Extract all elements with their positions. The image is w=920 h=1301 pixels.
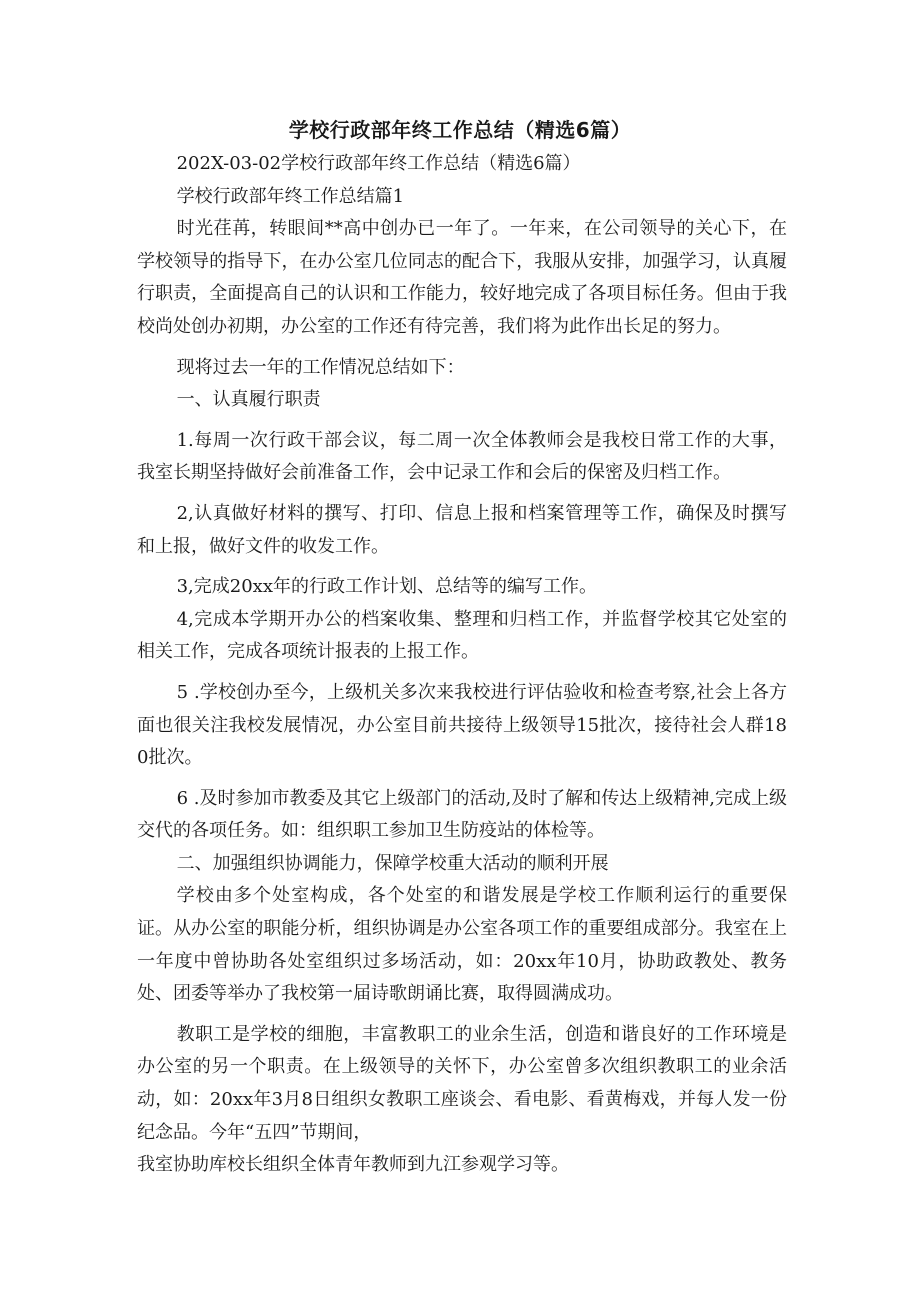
paragraph: 我室协助库校长组织全体青年教师到九江参观学习等。 <box>137 1154 569 1176</box>
list-item: 2,认真做好材料的撰写、打印、信息上报和档案管理等工作，确保及时撰写和上报，做好文件的收发工作。 <box>137 502 787 557</box>
subsection-heading: 二、加强组织协调能力，保障学校重大活动的顺利开展 <box>176 852 609 874</box>
list-item: 4,完成本学期开办公的档案收集、整理和归档工作，并监督学校其它处室的相关工作，完成各项统计报表的上报工作。 <box>137 608 787 663</box>
paragraph: 教职工是学校的细胞，丰富教职工的业余生活，创造和谐良好的工作环境是办公室的另一个职责。在上级领导的关怀下，办公室曾多次组织教职工的业余活动，如：20xx年3月8日组织女教职工座谈会、看电影、看黄梅戏，并每人发一份纪念品。今年“五四”节期间， <box>137 1023 787 1143</box>
list-item: 6 .及时参加市教委及其它上级部门的活动,及时了解和传达上级精神,完成上级交代的各项任务。如：组织职工参加卫生防疫站的体检等。 <box>137 787 787 842</box>
paragraph: 时光荏苒，转眼间**高中创办已一年了。一年来，在公司领导的关心下，在学校领导的指导下，在办公室几位同志的配合下，我服从安排，加强学习，认真履行职责，全面提高自己的认识和工作能力，较好地完成了各项目标任务。但由于我校尚处创办初期，办公室的工作还有待完善，我们将为此作出长足的努力。 <box>137 218 787 337</box>
list-item: 1.每周一次行政干部会议，每二周一次全体教师会是我校日常工作的大事，我室长期坚持做好会前准备工作，会中记录工作和会后的保密及归档工作。 <box>137 429 787 484</box>
document-title: 学校行政部年终工作总结（精选6篇） <box>288 118 632 142</box>
section-heading: 学校行政部年终工作总结篇1 <box>176 185 405 207</box>
list-item: 5 .学校创办至今，上级机关多次来我校进行评估验收和检查考察,社会上各方面也很关注我校发展情况，办公室目前共接待上级领导15批次，接待社会人群180批次。 <box>137 681 787 769</box>
paragraph: 现将过去一年的工作情况总结如下： <box>176 356 465 378</box>
subsection-heading: 一、认真履行职责 <box>176 389 321 411</box>
paragraph: 学校由多个处室构成，各个处室的和谐发展是学校工作顺利运行的重要保证。从办公室的职能分析，组织协调是办公室各项工作的重要组成部分。我室在上一年度中曾协助各处室组织过多场活动，如：20xx年10月，协助政教处、教务处、团委等举办了我校第一届诗歌朗诵比赛，取得圆满成功。 <box>137 885 787 1005</box>
list-item: 3,完成20xx年的行政工作计划、总结等的编写工作。 <box>176 576 597 598</box>
document-body <box>137 148 787 1182</box>
date-line: 202X-03-02学校行政部年终工作总结（精选6篇） <box>176 153 581 174</box>
